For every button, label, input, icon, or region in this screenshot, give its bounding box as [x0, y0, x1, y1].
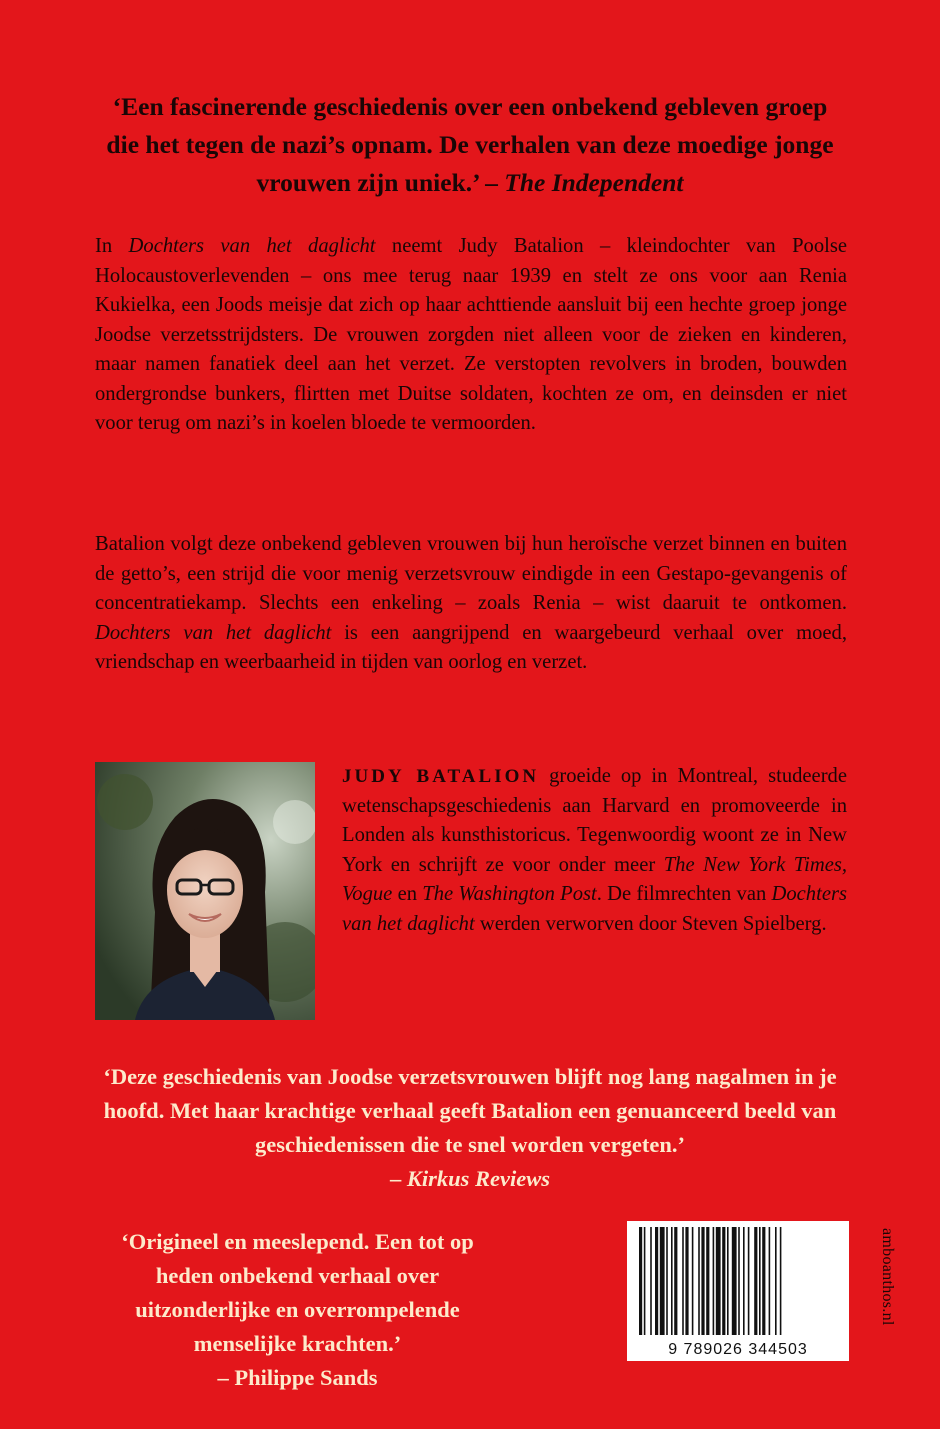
barcode-bar [780, 1227, 782, 1335]
author-name: JUDY BATALION [342, 766, 540, 787]
barcode-bar [759, 1227, 761, 1335]
barcode-bar [738, 1227, 740, 1335]
barcode-bars [627, 1221, 849, 1339]
barcode-bar [671, 1227, 673, 1335]
barcode-bar [685, 1227, 688, 1335]
book-title: Dochters van het daglicht [95, 621, 332, 644]
barcode-bar [748, 1227, 750, 1335]
barcode-bar [701, 1227, 704, 1335]
barcode-bar [775, 1227, 777, 1335]
barcode-bar [732, 1227, 737, 1335]
quote-independent-source: The Independent [504, 168, 684, 197]
publisher-website: amboanthos.nl [879, 1228, 896, 1326]
synopsis-paragraph-1: In Dochters van het daglicht neemt Judy Batalion – kleindochter van Poolse Holocaustoverlevenden – ons mee terug naar 1939 en stelt ze ons voor aan Renia Kukielka, een Joods meisje dat zich op haar achttiende aansluit bij een hechte groep jonge Joodse verzetsstrijdsters. De vrouwen zorgden niet alleen voor de zieken en kinderen, maar namen fanatiek deel aan het verzet. Ze verstopten revolvers in broden, bouwden ondergrondse bunkers, flirtten met Duitse soldaten, kochten ze om, en deinsden er niet voor terug om nazi’s in koelen bloede te vermoorden. [95, 235, 847, 434]
quote-independent-text: ‘Een fascinerende geschiedenis over een onbekend gebleven groep die het tegen de nazi’s opnam. De verhalen van deze moedige jonge vrouwen zijn uniek.’ – [106, 92, 834, 197]
quote-kirkus-source: Kirkus Reviews [406, 1166, 551, 1191]
quote-kirkus-text: ‘Deze geschiedenis van Joodse verzetsvrouwen blijft nog lang nagalmen in je hoofd. Met haar krachtige verhaal geeft Batalion een genuanceerd beeld van geschiedenissen die te snel worden vergeten.’ [103, 1064, 837, 1157]
author-photo [95, 762, 315, 1020]
barcode-bar [666, 1227, 668, 1335]
barcode-bar [713, 1227, 715, 1335]
isbn-number: 9 789026 344503 [668, 1341, 808, 1358]
barcode-bar [762, 1227, 765, 1335]
barcode-bar [769, 1227, 771, 1335]
book-title: Dochters van het daglicht [128, 235, 376, 257]
barcode-bar [698, 1227, 700, 1335]
barcode-bar [692, 1227, 694, 1335]
quote-independent [95, 88, 845, 202]
barcode [627, 1221, 849, 1361]
barcode-bar [754, 1227, 757, 1335]
barcode-bar [650, 1227, 652, 1335]
barcode-bar [660, 1227, 665, 1335]
barcode-bar [674, 1227, 677, 1335]
barcode-bar [655, 1227, 658, 1335]
synopsis-paragraph-2: Batalion volgt deze onbekend gebleven vrouwen bij hun heroïsche verzet binnen en buiten de getto’s, een strijd die voor menig verzetsvrouw eindigde in een Gestapo-gevangenis of concentratiekamp. Slechts een enkeling – zoals Renia – wist daaruit te ontkomen. Dochters van het daglicht is een aangrijpend en waargebeurd verhaal over moed, vriendschap en weerbaarheid in tijden van oorlog en verzet. [95, 533, 847, 673]
barcode-bar [743, 1227, 745, 1335]
barcode-bar [644, 1227, 646, 1335]
barcode-bar [682, 1227, 684, 1335]
author-bio: JUDY BATALION groeide op in Montreal, studeerde wetenschapsgeschiedenis aan Harvard en promoveerde in Londen als kunsthistoricus. Tegenwoordig woont ze in New York en schrijft ze voor onder meer The New York Times, Vogue en The Washington Post. De filmrechten van Dochters van het daglicht werden verworven door Steven Spielberg. [342, 765, 847, 935]
quote-sands-source: – Philippe Sands [217, 1365, 378, 1390]
barcode-bar [727, 1227, 729, 1335]
quote-sands [95, 1225, 500, 1395]
quote-kirkus-attribution: – Kirkus Reviews [389, 1166, 551, 1191]
quote-kirkus [95, 1060, 845, 1196]
barcode-bar [716, 1227, 721, 1335]
barcode-bar [722, 1227, 725, 1335]
quote-sands-text: ‘Origineel en meeslepend. Een tot op heden onbekend verhaal over uitzonderlijke en overrompelende menselijke krachten.’ [121, 1229, 474, 1356]
barcode-bar [639, 1227, 642, 1335]
barcode-bar [706, 1227, 709, 1335]
